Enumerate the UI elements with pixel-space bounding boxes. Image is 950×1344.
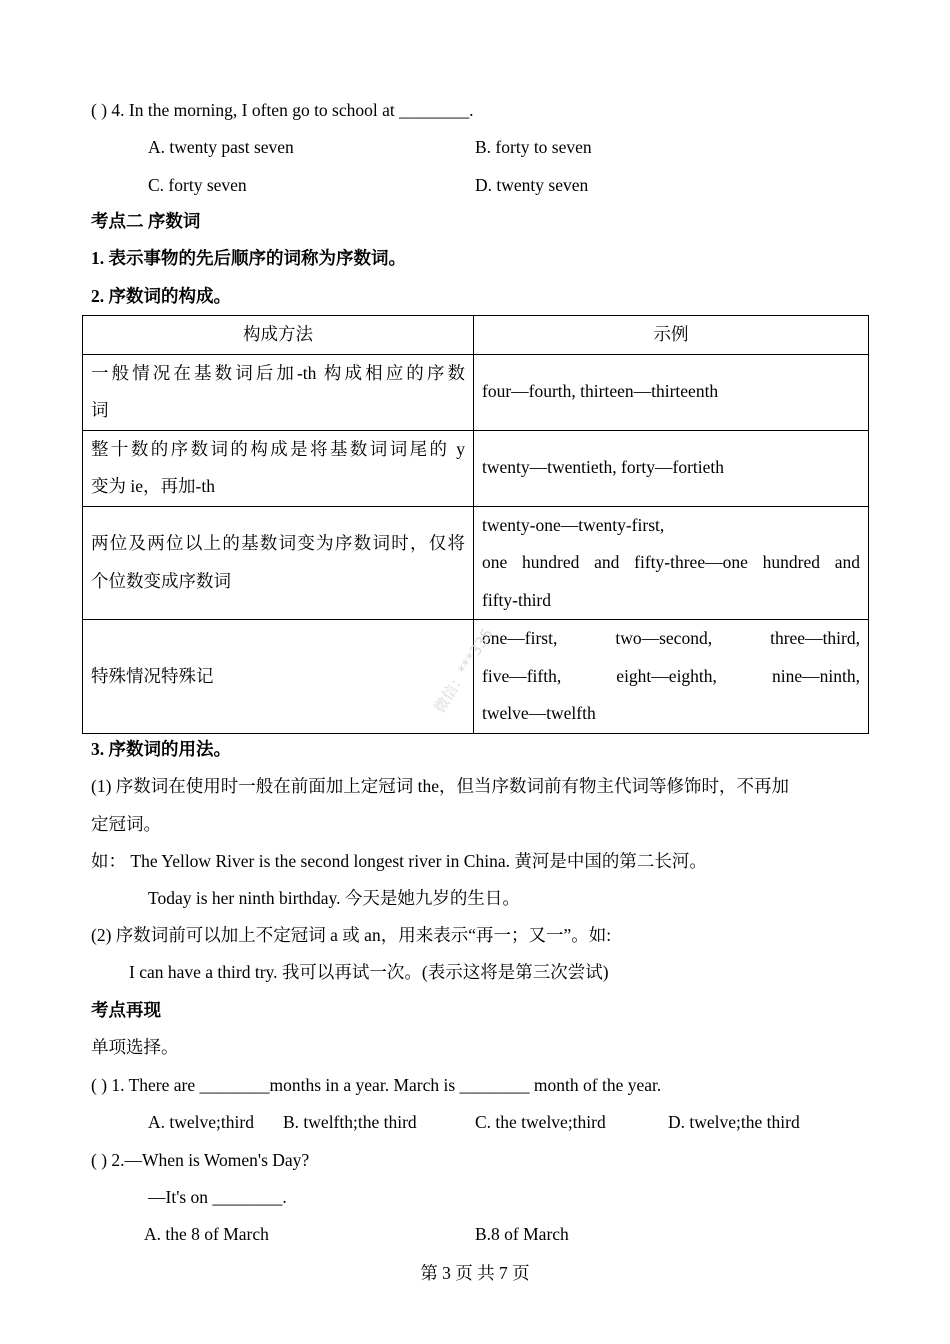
ordinal-formation-table [82, 315, 869, 734]
usage-1-line-1: (1) 序数词在使用时一般在前面加上定冠词 the，但当序数词前有物主代词等修饰时，不再加 [91, 776, 790, 796]
example-3: I can have a third try. 我可以再试一次。(表示这将是第三次尝试) [129, 962, 609, 982]
r1-option-a: A. twelve;third [148, 1112, 254, 1132]
review-title: 考点再现 [91, 1000, 161, 1020]
example-1: 如： The Yellow River is the second longest river in China. 黄河是中国的第二长河。 [91, 851, 707, 871]
r1-stem: ( ) 1. There are ________months in a year. March is ________ month of the year. [91, 1075, 662, 1095]
cell-line: 特殊情况特殊记 [91, 665, 214, 686]
r2-option-a: A. the 8 of March [144, 1224, 269, 1244]
table-cell-method [83, 354, 474, 430]
cell-line: one—first, two—second, three—third, [482, 628, 860, 648]
example-2: Today is her ninth birthday. 今天是她九岁的生日。 [148, 888, 520, 908]
q4-option-a: A. twenty past seven [148, 137, 294, 157]
watermark: 微信：***335 [430, 625, 497, 717]
q4-option-c: C. forty seven [148, 175, 247, 195]
table-cell-example [474, 620, 869, 734]
table-cell-example [474, 354, 869, 430]
r2-option-b: B.8 of March [475, 1224, 569, 1244]
cell-line: 一般情况在基数词后加-th 构成相应的序数 [91, 362, 465, 383]
cell-line: four—fourth, thirteen—thirteenth [482, 381, 719, 402]
section-title: 考点二 序数词 [91, 211, 201, 231]
table-row [83, 506, 869, 620]
r2-stem: ( ) 2.—When is Women's Day? [91, 1150, 310, 1170]
r1-option-d: D. twelve;the third [668, 1112, 800, 1132]
q4-option-b: B. forty to seven [475, 137, 592, 157]
table-header-row [83, 316, 869, 355]
r1-option-c: C. the twelve;third [475, 1112, 606, 1132]
q4-stem: ( ) 4. In the morning, I often go to school at ________. [91, 100, 474, 120]
table-cell-example [474, 430, 869, 506]
page-footer: 第 3 页 共 7 页 [420, 1263, 530, 1283]
table-row [83, 430, 869, 506]
table-cell-method [83, 506, 474, 620]
table-cell-method [83, 620, 474, 734]
r2-answer: —It's on ________. [148, 1187, 287, 1207]
cell-line: 两位及两位以上的基数词变为序数词时，仅将 [91, 533, 465, 554]
instruction: 单项选择。 [91, 1037, 179, 1057]
point-1: 1. 表示事物的先后顺序的词称为序数词。 [91, 248, 406, 268]
cell-line: 整十数的序数词的构成是将基数词词尾的 y [91, 438, 465, 459]
cell-line: 个位数变成序数词 [91, 570, 231, 591]
table-row [83, 354, 869, 430]
r1-option-b: B. twelfth;the third [283, 1112, 417, 1132]
table-cell-method [83, 430, 474, 506]
table-header-method: 构成方法 [83, 316, 474, 355]
cell-line: twenty-one—twenty-first, [482, 514, 665, 535]
table-cell-example [474, 506, 869, 620]
cell-line: 变为 ie，再加-th [91, 476, 215, 496]
cell-line: twelve—twelfth [482, 703, 596, 723]
q4-option-d: D. twenty seven [475, 175, 589, 195]
table-header-example: 示例 [474, 316, 869, 355]
cell-line: one hundred and fifty-three—one hundred and [482, 552, 860, 572]
cell-line: twenty—twentieth, forty—fortieth [482, 457, 725, 478]
usage-1-line-2: 定冠词。 [91, 814, 161, 834]
cell-line: 词 [91, 400, 109, 420]
point-3: 3. 序数词的用法。 [91, 739, 231, 759]
cell-line: fifty-third [482, 589, 552, 610]
usage-2: (2) 序数词前可以加上不定冠词 a 或 an，用来表示“再一；又一”。如: [91, 925, 612, 945]
cell-line: five—fifth, eight—eighth, nine—ninth, [482, 665, 860, 686]
point-2: 2. 序数词的构成。 [91, 286, 231, 306]
